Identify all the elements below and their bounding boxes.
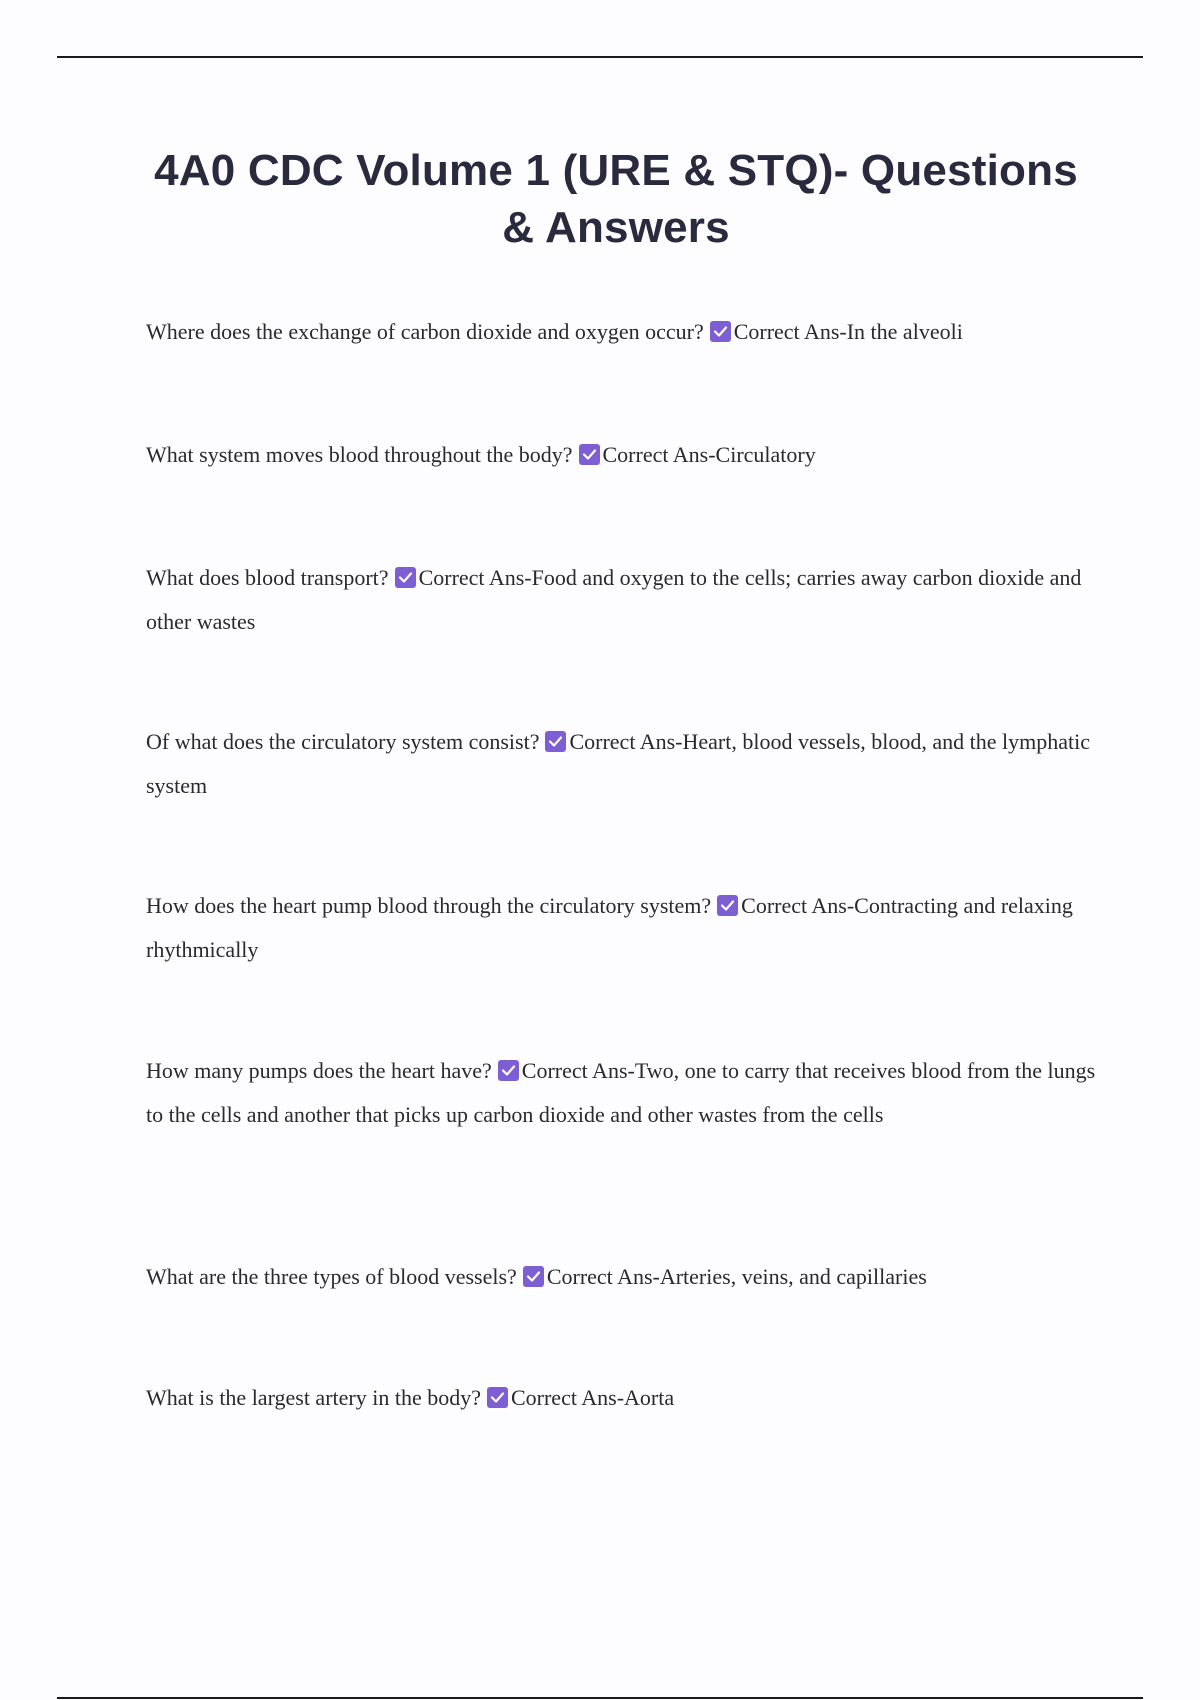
- qa-item: [146, 433, 1106, 477]
- checkbox-checked-icon: [545, 731, 566, 752]
- checkbox-checked-icon: [498, 1060, 519, 1081]
- qa-item: [146, 1255, 1106, 1299]
- answer-text: Correct Ans-Arteries, veins, and capillaries: [546, 1264, 927, 1289]
- checkbox-checked-icon: [710, 321, 731, 342]
- qa-item: [146, 310, 1106, 354]
- qa-item: [146, 1049, 1106, 1137]
- question-text: Where does the exchange of carbon dioxide and oxygen occur?: [146, 319, 704, 344]
- question-text: How does the heart pump blood through the circulatory system?: [146, 893, 712, 918]
- question-text: Of what does the circulatory system consist?: [146, 729, 540, 754]
- answer-text: Correct Ans-Contracting and relaxing rhythmically: [146, 893, 1073, 962]
- answer-text: Correct Ans-Two, one to carry that receives blood from the lungs to the cells and another that picks up carbon dioxide and other wastes from the cells: [146, 1058, 1096, 1127]
- document-title: 4A0 CDC Volume 1 (URE & STQ)- Questions & Answers: [154, 146, 1078, 252]
- bottom-rule: [57, 1697, 1143, 1699]
- question-text: What are the three types of blood vessels?: [146, 1264, 517, 1289]
- answer-text: Correct Ans-Circulatory: [602, 442, 816, 467]
- checkbox-checked-icon: [717, 895, 738, 916]
- question-text: What system moves blood throughout the body?: [146, 442, 573, 467]
- checkbox-checked-icon: [487, 1387, 508, 1408]
- checkbox-checked-icon: [395, 567, 416, 588]
- qa-item: [146, 720, 1106, 808]
- checkbox-checked-icon: [523, 1266, 544, 1287]
- question-text: What does blood transport?: [146, 565, 389, 590]
- answer-text: Correct Ans-Aorta: [510, 1385, 675, 1410]
- top-rule: [57, 56, 1143, 58]
- answer-text: Correct Ans-Food and oxygen to the cells; carries away carbon dioxide and other wastes: [146, 565, 1082, 634]
- answer-text: Correct Ans-Heart, blood vessels, blood, and the lymphatic system: [146, 729, 1091, 798]
- qa-item: [146, 556, 1106, 644]
- answer-text: Correct Ans-In the alveoli: [733, 319, 963, 344]
- checkbox-checked-icon: [579, 444, 600, 465]
- qa-item: [146, 1376, 1106, 1420]
- question-text: How many pumps does the heart have?: [146, 1058, 492, 1083]
- qa-item: [146, 884, 1106, 972]
- question-text: What is the largest artery in the body?: [146, 1385, 481, 1410]
